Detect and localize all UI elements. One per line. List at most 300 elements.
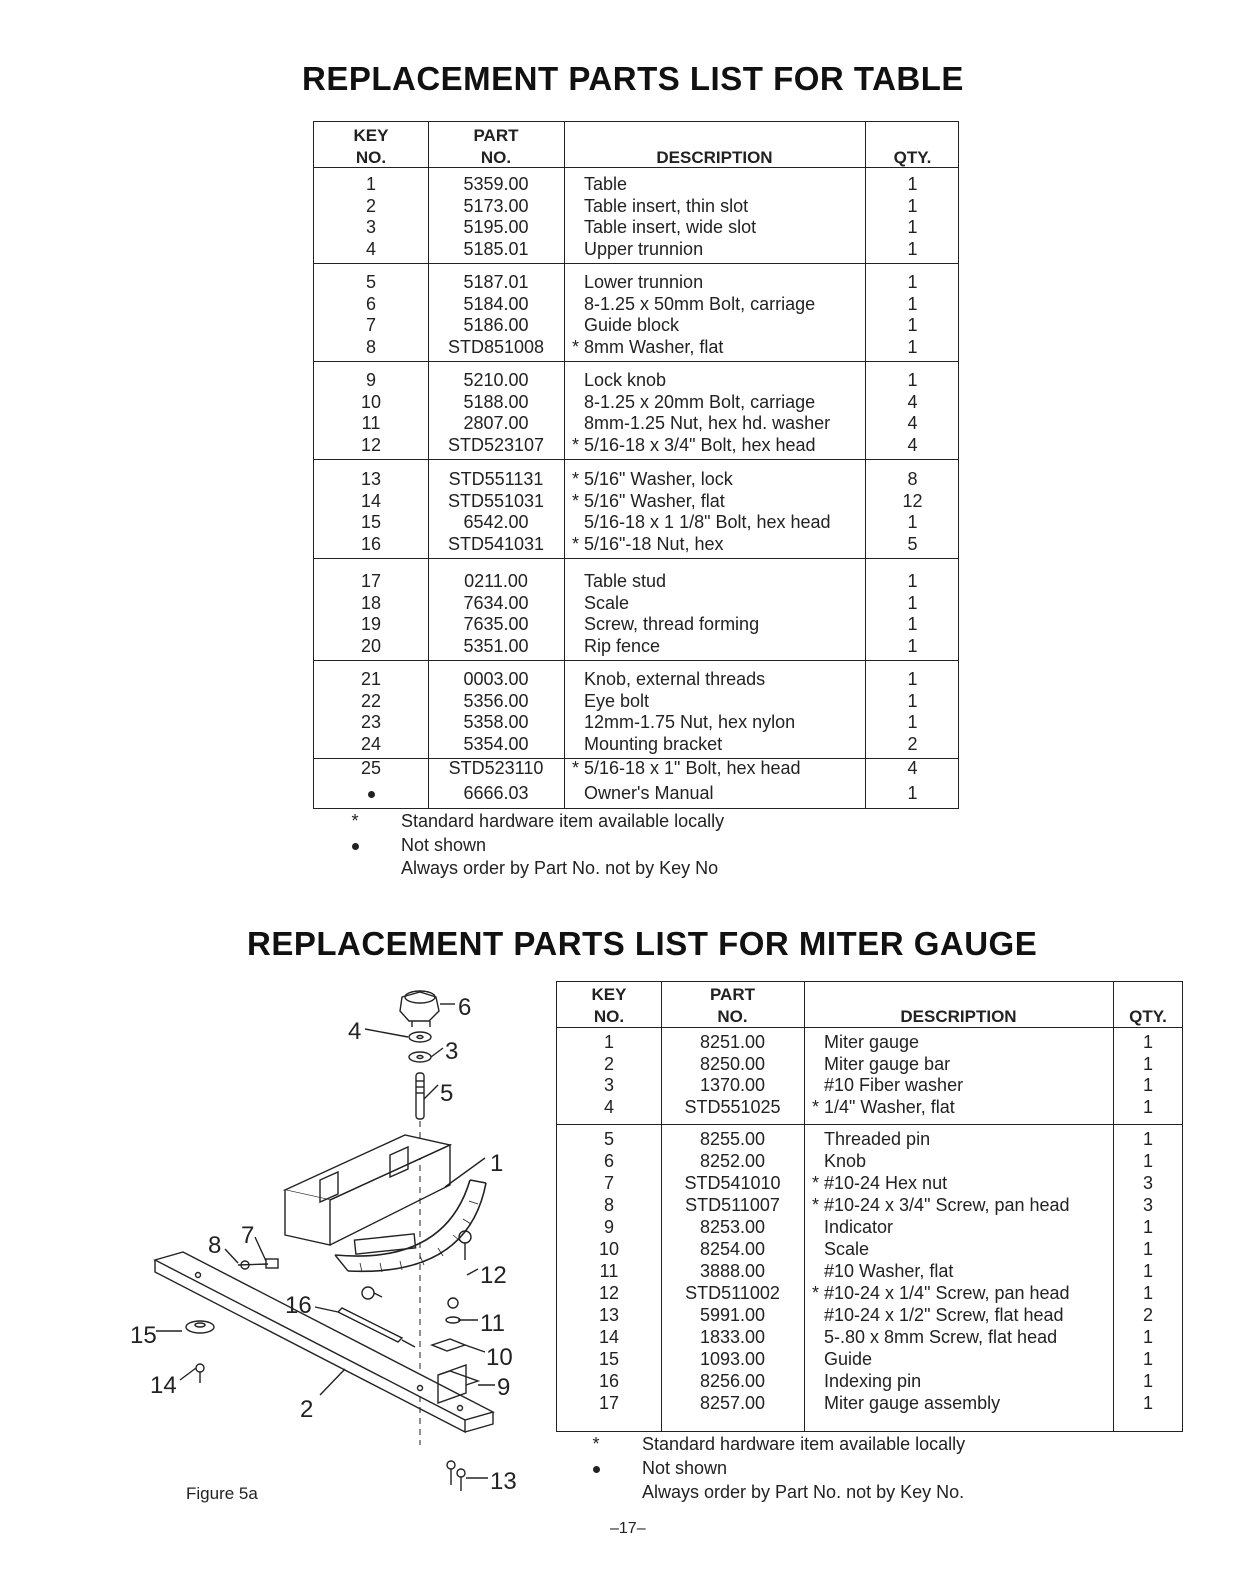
note-standard-hardware: Standard hardware item available locally (401, 811, 725, 831)
note-order-by-part: Always order by Part No. not by Key No. (642, 1482, 965, 1502)
part-no: 5187.01 (463, 272, 529, 292)
qty: 1 (907, 512, 918, 532)
not-shown-dot-icon (345, 834, 365, 857)
part-no: 5173.00 (463, 195, 529, 216)
miter-gauge-exploded-diagram (120, 975, 540, 1505)
key-no: 5 (365, 272, 376, 292)
key-no: 19 (360, 614, 382, 634)
key-no: 3 (365, 217, 376, 237)
description (572, 337, 723, 358)
key-no: 24 (360, 733, 382, 754)
part-no: 3888.00 (699, 1261, 766, 1281)
callout-2: 2 (300, 1396, 314, 1423)
description-text: Knob, external threads (584, 669, 766, 689)
table-row (314, 783, 958, 804)
key-no: 8 (365, 336, 376, 357)
part-no: STD523107 (447, 434, 545, 455)
key-no: 10 (598, 1239, 620, 1259)
table-row (557, 1195, 1182, 1216)
table-row (314, 534, 958, 555)
description-text: 5-.80 x 8mm Screw, flat head (824, 1327, 1058, 1347)
standard-hardware-mark: * (572, 533, 580, 554)
part-no: 1833.00 (699, 1327, 766, 1347)
description (572, 196, 748, 217)
description-text: Miter gauge assembly (824, 1393, 1001, 1413)
part-no: 5359.00 (463, 174, 529, 194)
callout-12: 12 (480, 1262, 507, 1289)
description (572, 239, 703, 260)
qty: 3 (1142, 1195, 1153, 1215)
standard-hardware-mark: * (572, 336, 580, 357)
table-row (557, 1054, 1182, 1075)
key-no: 15 (360, 512, 382, 532)
description (812, 1173, 947, 1194)
page-number: –17– (610, 1520, 646, 1537)
header-description: DESCRIPTION (656, 148, 773, 167)
table-row (314, 734, 958, 755)
part-no: 8255.00 (699, 1129, 766, 1149)
description-text: 5/16" Washer, lock (584, 469, 733, 489)
description (572, 174, 627, 195)
description (812, 1283, 1070, 1304)
table-row (314, 435, 958, 456)
table-row (557, 1129, 1182, 1150)
key-no: 11 (599, 1261, 619, 1281)
key-no: 12 (598, 1283, 620, 1303)
part-no: STD511007 (685, 1195, 780, 1215)
table-row (557, 1393, 1182, 1414)
qty: 1 (907, 592, 918, 613)
key-no: 14 (598, 1327, 620, 1347)
table-row (314, 512, 958, 533)
description (572, 469, 733, 490)
description-text: Upper trunnion (584, 238, 704, 259)
part-no: 5210.00 (463, 370, 529, 390)
qty: 1 (1142, 1349, 1153, 1369)
table-row (557, 1217, 1182, 1238)
qty: 4 (907, 434, 918, 455)
table-row (314, 469, 958, 490)
description-text: 8-1.25 x 50mm Bolt, carriage (584, 293, 816, 314)
part-no: 0003.00 (463, 669, 529, 689)
part-no: 7635.00 (463, 614, 529, 634)
qty: 1 (907, 315, 918, 335)
key-no: 6 (365, 293, 376, 314)
part-no: STD523110 (448, 758, 544, 778)
key-no: 5 (603, 1129, 614, 1149)
key-no: 2 (603, 1053, 614, 1074)
description (812, 1371, 921, 1392)
qty: 1 (1142, 1327, 1153, 1347)
table-row (314, 712, 958, 733)
key-no: 17 (360, 571, 382, 591)
qty: 8 (907, 469, 918, 489)
description-text: 8mm Washer, flat (584, 336, 724, 357)
table-row (557, 1075, 1182, 1096)
table-row (314, 691, 958, 712)
callout-11: 11 (480, 1310, 505, 1337)
part-no: STD551025 (684, 1096, 781, 1117)
table-row (314, 174, 958, 195)
description (572, 614, 759, 635)
key-no: 2 (365, 195, 376, 216)
key-no: 3 (603, 1075, 614, 1095)
key-no: 1 (365, 174, 376, 194)
table-row (314, 370, 958, 391)
description (812, 1261, 953, 1282)
header-qty: QTY. (893, 148, 932, 167)
qty: 4 (907, 391, 918, 412)
standard-hardware-mark: * (572, 758, 580, 778)
header-key-no: KEY NO. (591, 985, 627, 1026)
qty: 4 (907, 758, 918, 778)
description-text: Guide (824, 1349, 873, 1369)
standard-hardware-mark: * (572, 469, 580, 489)
qty: 1 (1142, 1129, 1153, 1149)
table-row (557, 1371, 1182, 1392)
description-text: 5/16" Washer, flat (584, 490, 725, 511)
callout-7: 7 (241, 1222, 255, 1249)
qty: 1 (1142, 1393, 1153, 1413)
description-text: 5/16-18 x 1 1/8" Bolt, hex head (584, 512, 831, 532)
description (572, 534, 723, 555)
description (572, 593, 629, 614)
table-row (557, 1327, 1182, 1348)
table-row (314, 239, 958, 260)
qty: 1 (907, 293, 918, 314)
description-text: Owner's Manual (584, 783, 714, 803)
description (812, 1327, 1057, 1348)
header-part-no: PART NO. (709, 985, 755, 1026)
qty: 1 (907, 571, 918, 591)
table-row (314, 669, 958, 690)
key-no: 9 (603, 1217, 614, 1237)
description (812, 1195, 1070, 1216)
description (812, 1239, 869, 1260)
description-text: Lower trunnion (584, 272, 704, 292)
description (812, 1217, 893, 1238)
description (812, 1305, 1064, 1326)
figure-caption: Figure 5a (186, 1484, 258, 1503)
description (812, 1393, 1000, 1414)
callout-14: 14 (150, 1372, 177, 1399)
table-row (314, 571, 958, 592)
table-row (314, 758, 958, 779)
description (572, 413, 830, 434)
key-no: 7 (365, 315, 376, 335)
description-text: Table insert, thin slot (584, 195, 749, 216)
table-row (314, 217, 958, 238)
table-row (557, 1151, 1182, 1172)
note-standard-hardware: Standard hardware item available locally (642, 1434, 966, 1454)
table-row (557, 1173, 1182, 1194)
key-no: 9 (365, 370, 376, 390)
part-no: 0211.00 (464, 571, 528, 591)
header-qty: QTY. (1129, 1007, 1167, 1026)
callout-16: 16 (285, 1292, 312, 1319)
description (812, 1097, 955, 1118)
table-row (557, 1239, 1182, 1260)
key-no: 23 (360, 712, 382, 732)
not-shown-dot-icon (368, 791, 375, 798)
qty: 1 (1142, 1032, 1153, 1052)
table-row (557, 1097, 1182, 1118)
part-no: 8257.00 (699, 1393, 766, 1413)
key-no (314, 783, 428, 804)
description-text: Indexing pin (824, 1371, 922, 1391)
part-no: 2807.00 (463, 413, 529, 433)
key-no: 7 (603, 1173, 614, 1193)
key-no: 25 (360, 758, 382, 778)
part-no: 8254.00 (699, 1239, 766, 1259)
qty: 12 (902, 490, 923, 511)
key-no: 13 (598, 1305, 620, 1325)
description-text: #10 Fiber washer (824, 1075, 964, 1095)
part-no: 7634.00 (463, 592, 529, 613)
part-no: STD851008 (447, 336, 545, 357)
table-row (557, 1305, 1182, 1326)
description (572, 691, 649, 712)
key-no: 13 (360, 469, 382, 489)
qty: 1 (907, 370, 918, 390)
key-no: 22 (360, 690, 382, 711)
note-order-by-part: Always order by Part No. not by Key No (401, 858, 719, 878)
description-text: Indicator (824, 1217, 894, 1237)
part-no: 8251.00 (699, 1032, 766, 1052)
table-row (314, 491, 958, 512)
description-text: Table (584, 174, 628, 194)
qty: 1 (907, 272, 918, 292)
description-text: Rip fence (584, 635, 661, 656)
table-row (557, 1349, 1182, 1370)
callout-8: 8 (208, 1232, 222, 1259)
callout-4: 4 (348, 1018, 362, 1045)
table-notes (345, 810, 845, 882)
description-text: #10-24 x 1/4" Screw, pan head (824, 1283, 1070, 1303)
part-no: 6666.03 (463, 783, 529, 803)
description (572, 512, 831, 533)
qty: 1 (907, 783, 918, 803)
standard-hardware-mark: * (812, 1195, 820, 1215)
note-not-shown: Not shown (642, 1458, 728, 1478)
description-text: #10-24 x 3/4" Screw, pan head (824, 1195, 1070, 1215)
callout-5: 5 (440, 1080, 454, 1107)
qty: 1 (907, 669, 918, 689)
key-no: 18 (360, 592, 382, 613)
description (812, 1075, 963, 1096)
note-not-shown: Not shown (401, 835, 487, 855)
description (572, 669, 765, 690)
key-no: 8 (603, 1195, 614, 1215)
part-no: 5991.00 (699, 1305, 766, 1325)
description (812, 1129, 930, 1150)
miter-gauge-drawing (120, 975, 540, 1505)
qty: 4 (907, 413, 918, 433)
description (572, 734, 722, 755)
part-no: STD551131 (448, 469, 544, 489)
part-no: STD551031 (447, 490, 545, 511)
description (812, 1151, 866, 1172)
table-row (314, 614, 958, 635)
description-text: #10-24 Hex nut (824, 1173, 948, 1193)
description (572, 783, 714, 804)
key-no: 6 (603, 1151, 614, 1171)
standard-hardware-mark: * (812, 1173, 820, 1193)
table-row (314, 196, 958, 217)
part-no: 1370.00 (699, 1075, 766, 1095)
part-no: 8252.00 (699, 1151, 766, 1171)
table-row (314, 593, 958, 614)
description (572, 435, 816, 456)
key-no: 4 (603, 1096, 614, 1117)
description (572, 571, 666, 592)
description-text: 1/4" Washer, flat (824, 1096, 955, 1117)
part-no: STD541031 (447, 533, 545, 554)
part-no: 5354.00 (463, 733, 529, 754)
description (572, 294, 815, 315)
key-no: 15 (598, 1349, 620, 1369)
description (572, 636, 660, 657)
description-text: Scale (584, 592, 630, 613)
description-text: #10 Washer, flat (824, 1261, 954, 1281)
part-no: STD511002 (685, 1283, 780, 1303)
part-no: 5356.00 (463, 690, 529, 711)
table-parts-title: REPLACEMENT PARTS LIST FOR TABLE (302, 60, 964, 97)
qty: 1 (907, 635, 918, 656)
part-no: 5186.00 (463, 315, 529, 335)
description (572, 370, 666, 391)
table-row (314, 272, 958, 293)
table-row (314, 636, 958, 657)
part-no: 5358.00 (463, 712, 529, 732)
part-no: 1093.00 (699, 1349, 766, 1369)
qty: 1 (1142, 1075, 1153, 1095)
qty: 5 (907, 533, 918, 554)
description (572, 491, 725, 512)
description-text: Threaded pin (824, 1129, 931, 1149)
description-text: 5/16-18 x 1" Bolt, hex head (584, 758, 801, 778)
qty: 1 (907, 614, 918, 634)
description (572, 217, 756, 238)
qty: 1 (907, 336, 918, 357)
qty: 1 (907, 195, 918, 216)
qty: 2 (1142, 1305, 1153, 1325)
table-row (314, 337, 958, 358)
qty: 2 (907, 733, 918, 754)
qty: 1 (907, 217, 918, 237)
description-text: 5/16"-18 Nut, hex (584, 533, 724, 554)
description (812, 1349, 872, 1370)
miter-notes (586, 1433, 1086, 1505)
key-no: 4 (365, 238, 376, 259)
description-text: Screw, thread forming (584, 614, 760, 634)
key-no: 11 (361, 413, 381, 433)
miter-parts-list (556, 981, 1183, 1432)
qty: 1 (907, 712, 918, 732)
callout-6: 6 (458, 994, 472, 1021)
description (572, 315, 679, 336)
description (812, 1032, 919, 1053)
qty: 1 (1142, 1096, 1153, 1117)
key-no: 16 (360, 533, 382, 554)
table-parts-list (313, 121, 959, 809)
key-no: 1 (603, 1032, 614, 1052)
description-text: Eye bolt (584, 690, 650, 711)
table-row (314, 294, 958, 315)
description-text: Scale (824, 1239, 870, 1259)
callout-10: 10 (486, 1344, 513, 1371)
description (572, 392, 815, 413)
table-row (314, 315, 958, 336)
callout-3: 3 (445, 1038, 459, 1065)
callout-9: 9 (497, 1374, 511, 1401)
asterisk-symbol: * (351, 811, 359, 831)
qty: 1 (1142, 1217, 1153, 1237)
description-text: Table insert, wide slot (584, 217, 757, 237)
callout-15: 15 (130, 1322, 157, 1349)
qty: 1 (1142, 1053, 1153, 1074)
part-no: 8250.00 (699, 1053, 766, 1074)
table-row (314, 392, 958, 413)
part-no: 5195.00 (463, 217, 529, 237)
description-text: 8-1.25 x 20mm Bolt, carriage (584, 391, 816, 412)
qty: 1 (907, 174, 918, 194)
description (812, 1054, 950, 1075)
description-text: 5/16-18 x 3/4" Bolt, hex head (584, 434, 816, 455)
standard-hardware-mark: * (812, 1096, 820, 1117)
part-no: 5184.00 (463, 293, 529, 314)
table-row (314, 413, 958, 434)
part-no: 5351.00 (463, 635, 529, 656)
header-key-no: KEY NO. (353, 126, 389, 167)
asterisk-symbol: * (592, 1434, 600, 1454)
description-text: Mounting bracket (584, 733, 723, 754)
part-no: STD541010 (684, 1173, 781, 1193)
qty: 1 (907, 690, 918, 711)
description-text: 8mm-1.25 Nut, hex hd. washer (584, 413, 831, 433)
qty: 1 (907, 238, 918, 259)
description-text: Lock knob (584, 370, 667, 390)
part-no: 5185.01 (463, 238, 529, 259)
qty: 1 (1142, 1151, 1153, 1171)
table-row (557, 1032, 1182, 1053)
key-no: 16 (598, 1371, 620, 1391)
callout-1: 1 (490, 1150, 504, 1177)
key-no: 17 (598, 1393, 620, 1413)
header-description: DESCRIPTION (900, 1007, 1017, 1026)
key-no: 14 (360, 490, 382, 511)
description-text: #10-24 x 1/2" Screw, flat head (824, 1305, 1064, 1325)
part-no: 8256.00 (699, 1371, 766, 1391)
description (572, 272, 703, 293)
header-part-no: PART NO. (473, 126, 519, 167)
description-text: Knob (824, 1151, 867, 1171)
part-no: 6542.00 (463, 512, 529, 532)
qty: 1 (1142, 1283, 1153, 1303)
description (572, 758, 801, 779)
qty: 1 (1142, 1239, 1153, 1259)
key-no: 12 (360, 434, 382, 455)
key-no: 21 (360, 669, 382, 689)
standard-hardware-mark: * (812, 1283, 820, 1303)
description-text: Guide block (584, 315, 680, 335)
part-no: 5188.00 (463, 391, 529, 412)
standard-hardware-mark: * (572, 434, 580, 455)
qty: 1 (1142, 1261, 1153, 1281)
not-shown-dot-icon (586, 1457, 606, 1480)
description (572, 712, 795, 733)
description-text: 12mm-1.75 Nut, hex nylon (584, 712, 796, 732)
